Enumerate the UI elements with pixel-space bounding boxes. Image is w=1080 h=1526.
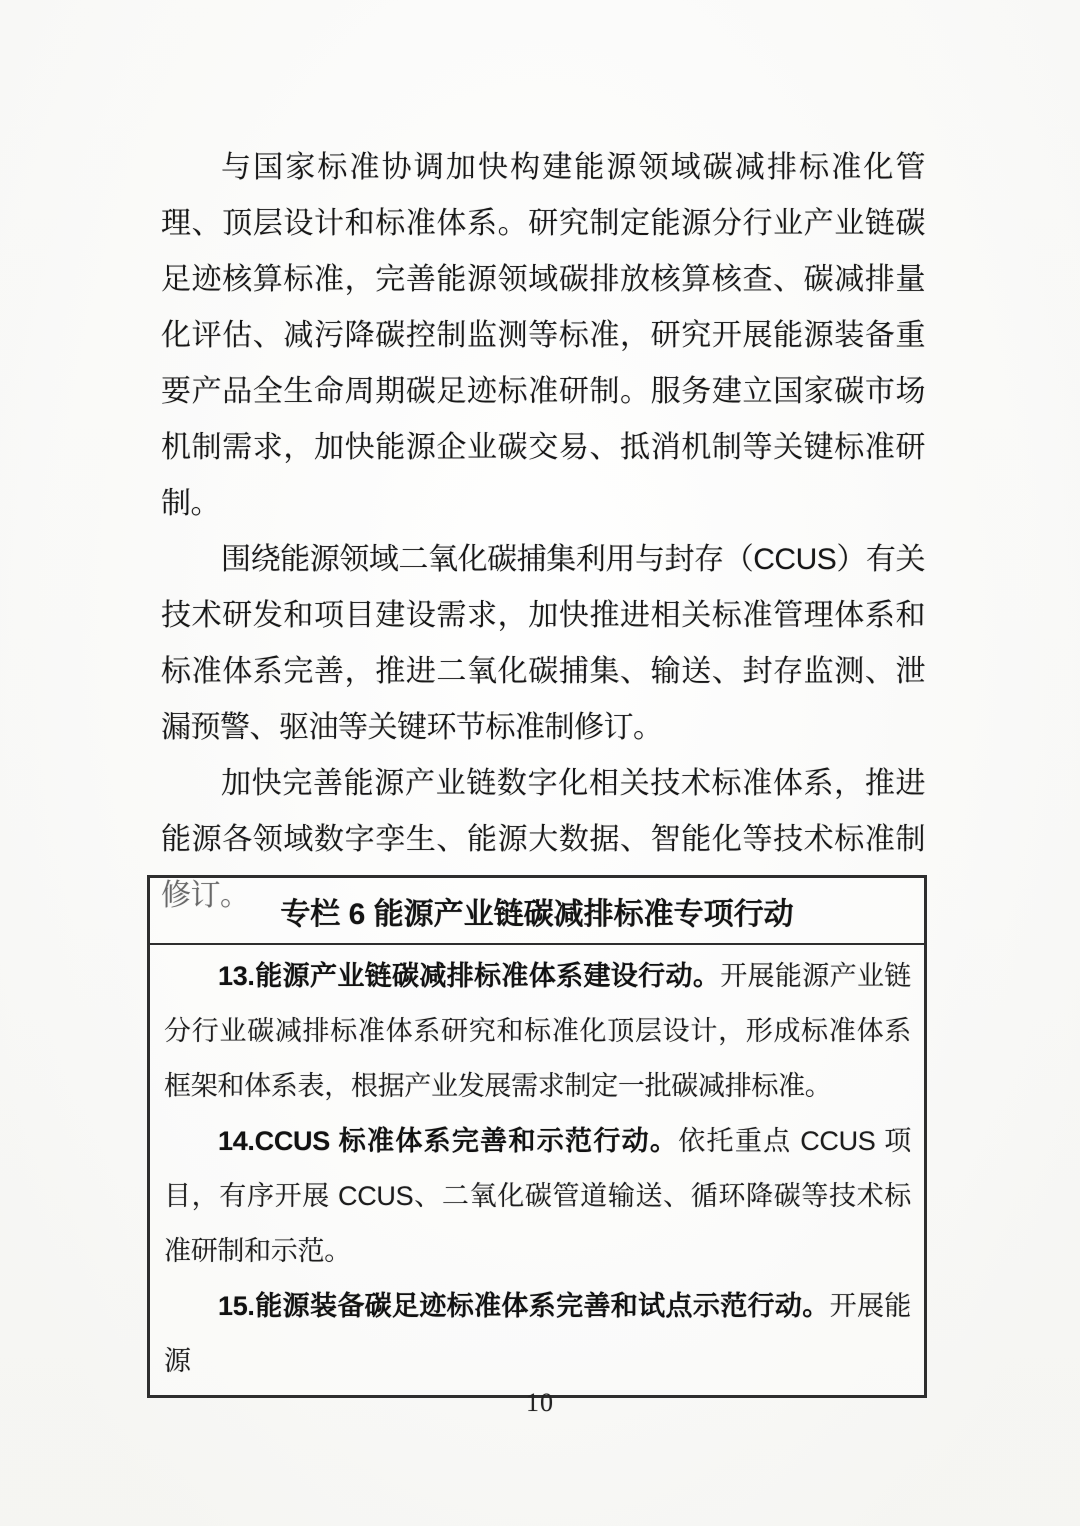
callout-item-13-lead: 13.能源产业链碳减排标准体系建设行动。: [218, 961, 721, 991]
page-number: 10: [526, 1388, 554, 1417]
page-footer: [0, 1388, 1080, 1418]
callout-item-13: [164, 949, 911, 1114]
body-paragraph-2: 围绕能源领域二氧化碳捕集利用与封存（CCUS）有关技术研发和项目建设需求，加快推进相关标准管理体系和标准体系完善，推进二氧化碳捕集、输送、封存监测、泄漏预警、驱油等关键环节标准制修订。: [161, 543, 925, 744]
callout-item-15-lead: 15.能源装备碳足迹标准体系完善和试点示范行动。: [218, 1291, 830, 1321]
body-text-block: [161, 140, 925, 924]
callout-item-13-body: 开展能源产业链分行业碳减排标准体系研究和标准化顶层设计，形成标准体系框架和体系表，根据产业发展需求制定一批碳减排标准。: [164, 961, 911, 1101]
callout-box: [147, 875, 927, 1398]
callout-item-15: [164, 1279, 911, 1389]
callout-item-14-lead: 14.CCUS 标准体系完善和示范行动。: [218, 1126, 679, 1156]
callout-item-14-body: 依托重点 CCUS 项目，有序开展 CCUS、二氧化碳管道输送、循环降碳等技术标准研制和示范。: [164, 1126, 911, 1266]
callout-item-14: [164, 1114, 911, 1279]
callout-box-body: [150, 945, 924, 1395]
body-paragraph-3: 加快完善能源产业链数字化相关技术标准体系，推进能源各领域数字孪生、能源大数据、智能化等技术标准制修订。: [161, 767, 925, 912]
body-paragraph-1: 与国家标准协调加快构建能源领域碳减排标准化管理、顶层设计和标准体系。研究制定能源分行业产业链碳足迹核算标准，完善能源领域碳排放核算核查、碳减排量化评估、减污降碳控制监测等标准，研究开展能源装备重要产品全生命周期碳足迹标准研制。服务建立国家碳市场机制需求，加快能源企业碳交易、抵消机制等关键标准研制。: [161, 151, 925, 520]
callout-box-title: 专栏 6 能源产业链碳减排标准专项行动: [150, 878, 924, 945]
callout-item-15-body: 开展能源: [164, 1291, 911, 1376]
